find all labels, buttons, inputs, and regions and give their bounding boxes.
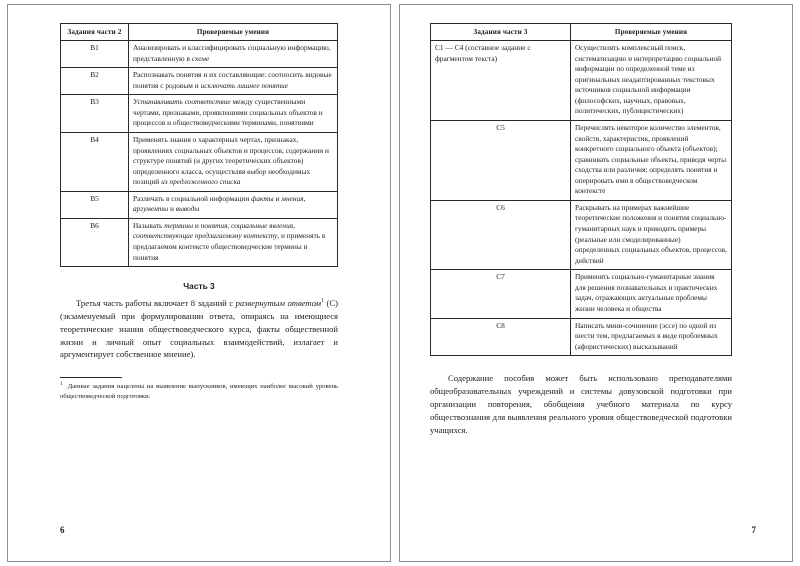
task-code: B4 [61, 132, 129, 191]
footnote-text [60, 382, 338, 402]
page-right [399, 4, 793, 562]
table-row [431, 120, 732, 200]
table-row [431, 318, 732, 356]
task-code: C7 [431, 270, 571, 318]
page-left [7, 4, 391, 562]
footnote-body: Данные задания нацелены на выявление выпускников, имеющих наиболее высокий уровень обществоведческой подготовки. [60, 383, 338, 401]
task-skill: Перечислять некоторое количество элементов, свойств, характеристик, проявлений конкретного социального объекта (объектов); сравнивать социальные объекты, приводя черты сходства или различия; определять понятия и оперировать ими в обществоведческом контексте [571, 120, 732, 200]
task-skill: Называть термины и понятия, социальные явления, соответствующие предлагаемому контексту, и применять в предлагаемом контексте обществоведческие термины и понятия [129, 218, 338, 266]
table-row [61, 68, 338, 95]
table-row [61, 41, 338, 68]
task-code: C8 [431, 318, 571, 356]
task-skill: Распознавать понятия и их составляющие: соотносить видовые понятия с родовым и исключать лишнее понятие [129, 68, 338, 95]
footnote-rule [60, 377, 122, 378]
table-row [431, 200, 732, 269]
page-right-content [430, 23, 732, 437]
table-row [61, 218, 338, 266]
table-row [431, 270, 732, 318]
task-code: B6 [61, 218, 129, 266]
table-header-row [431, 24, 732, 41]
page-number-right: 7 [751, 525, 756, 535]
task-skill: Раскрывать на примерах важнейшие теоретические положения и понятия социально-гуманитарных наук и приводить примеры (реальные или смоделированные) определенных социальных объектов, процессов, действий [571, 200, 732, 269]
part3-description-paragraph: Третья часть работы включает 8 заданий с развернутым ответом$^1$ (С) (экзаменуемый при формулировании ответа, опираясь на имеющиеся теоретические знания обществоведческого курса, факты общественной жизни и личный опыт социальных взаимодействий, излагает и аргументирует собственное мнение). [60, 298, 338, 360]
task-code: B3 [61, 95, 129, 133]
table-row [431, 41, 732, 121]
task-skill: Анализировать и классифицировать социальную информацию, представленную в схеме [129, 41, 338, 68]
table-row [61, 191, 338, 218]
column-header-skills: Проверяемые умения [129, 24, 338, 41]
task-code: B5 [61, 191, 129, 218]
task-code: C1 — C4 (составное задание с фрагментом текста) [431, 41, 571, 121]
task-skill: Применять знания о характерных чертах, признаках, проявлениях социальных объектов и процессов, содержании и структуре понятий (и других теоретических объектов) определенного класса, осуществляя выбор необходимых позиций из предложенного списка [129, 132, 338, 191]
column-header-skills: Проверяемые умения [571, 24, 732, 41]
part2-skills-table [60, 23, 338, 267]
page-left-content [60, 23, 338, 402]
task-skill: Осуществлять комплексный поиск, систематизацию и интерпретацию социальной информации по определенной теме из оригинальных неадаптированных текстовых источников социальной информации (философских, научных, правовых, политических, публицистических) [571, 41, 732, 121]
footnote-marker: 1 [60, 380, 63, 387]
page-number-left: 6 [60, 525, 65, 535]
table-header-row [61, 24, 338, 41]
section-heading-part3: Часть 3 [183, 281, 215, 292]
task-skill: Применять социально-гуманитарные знания для решения познавательных и практических задач, отражающих актуальные проблемы жизни человека и общества [571, 270, 732, 318]
part3-skills-table [430, 23, 732, 356]
task-skill: Написать мини-сочинение (эссе) по одной из шести тем, предлагаемых в виде проблемных (афористических) высказываний [571, 318, 732, 356]
part2-table-body [61, 41, 338, 267]
column-header-task: Задания части 2 [61, 24, 129, 41]
task-code: B2 [61, 68, 129, 95]
table-row [61, 95, 338, 133]
task-skill: Устанавливать соответствие между существенными чертами, признаками, проявлениями социальных объектов и процессов и обществоведческими терминами, понятиями [129, 95, 338, 133]
column-header-task: Задания части 3 [431, 24, 571, 41]
task-code: B1 [61, 41, 129, 68]
closing-paragraph: Содержание пособия может быть использовано преподавателями общеобразовательных учреждений и системы довузовской подготовки при организации повторения, обобщения учебного материала по курсу обществознания для выявления реального уровня обществоведческой подготовки учащихся. [430, 373, 732, 435]
task-skill: Различать в социальной информации факты и мнения, аргументы и выводы [129, 191, 338, 218]
task-code: C6 [431, 200, 571, 269]
task-code: C5 [431, 120, 571, 200]
table-row [61, 132, 338, 191]
part3-table-body [431, 41, 732, 356]
